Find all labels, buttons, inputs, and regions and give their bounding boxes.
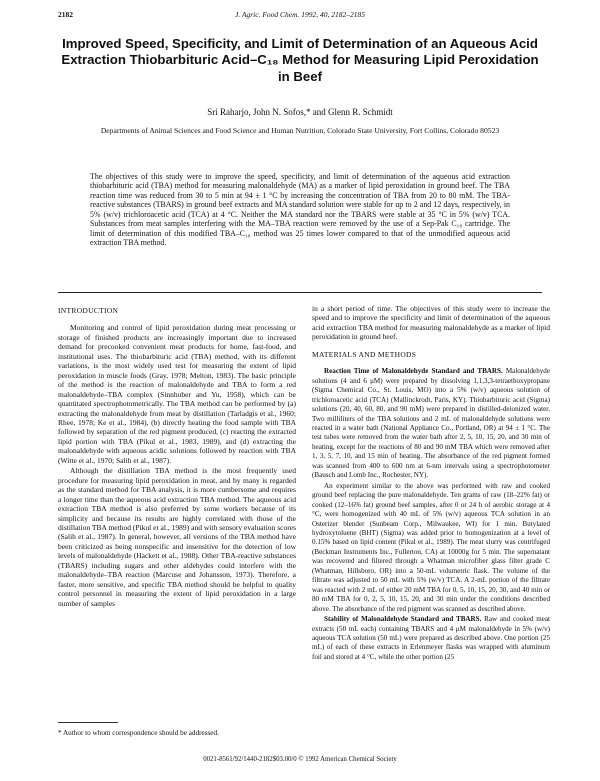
author-list: Sri Raharjo, John N. Sofos,* and Glenn R. Schmidt [207,107,393,117]
methods-paragraph-3 [312,615,550,662]
left-column [58,304,296,608]
methods-text-3: Raw and cooked meat extracts (50 mL each) containing TBARS and 4 μM malonaldehyde in 5% (w/v) aqueous TCA solution (50 mL) were prepared as described above. One portion (25 mL) of each of these extracts in Erlenmeyer flasks was wrapped with aluminum foil and stored at 4 °C, while the other portion (25 [312,615,550,661]
abstract: The objectives of this study were to improve the speed, specificity, and limit of determination of the aqueous acid extraction thiobarbituric acid (TBA) method for measuring malonaldehyde (MA) as a marker of lipid peroxidation in ground beef. The TBA reaction time was reduced from 30 to 5 min at 94 ± 1 °C by increasing the concentration of TBA from 20 to 80 mM. The TBA-reactive substances (TBARS) in ground beef extracts and MA standard solution were stable for up to 2 and 12 days, respectively, in 5% (w/v) trichloroacetic acid (TCA) at 4 °C. Neither the MA standard nor the TBARS were stable at 35 °C in 5% (w/v) TCA. Substances from meat samples interfering with the MA–TBA reaction were removed by the use of a Sep-Pak C₁₈ cartridge. The limit of determination of this modified TBA–C₁₈ method was 25 times lower compared to that of the unmodified aqueous acid extraction TBA method. [90,172,510,248]
affiliation: Departments of Animal Sciences and Food Science and Human Nutrition, Colorado State University, Fort Collins, Colorado 80523 [100,126,500,135]
footnote: * Author to whom correspondence should be addressed. [58,729,219,737]
methods-subheading-1: Reaction Time of Malonaldehyde Standard and TBARS. [324,367,503,376]
methods-paragraph-1 [312,367,550,480]
right-column [312,304,550,662]
methods-paragraph-2: An experiment similar to the above was performed with raw and cooked ground beef replacing the pure malonaldehyde. Ten grams of raw (18–22% fat) or cooked (12–16% fat) ground beef samples, after 0 or 24 h of aerobic storage at 4 °C, were homogenized with 40 mL of 5% (w/v) aqueous TCA solution in an Osterizer blender (Sunbeam Corp., Milwaukee, WI) for 1 min. Butylated hydroxytoluene (BHT) (Sigma) was added prior to homogenization at a level of 0.15% based on lipid content (Pikul et al., 1989). The meat slurry was centrifuged (Beckman Instruments Inc., Fullerton, CA) at 10000g for 5 min. The supernatant was recovered and filtered through a Whatman microfiber glass filter grade C (Whatman, Hillsboro, OR) into a 50-mL volumetric flask. The volume of the filtrate was adjusted to 50 mL with 5% (w/v) TCA. A 2-mL portion of the filtrate was reacted with 2 mL of either 20 mM TBA for 0, 5, 10, 15, 20, 30, and 40 min or 80 mM TBA for 0, 2, 5, 10, 15, 20, and 30 min under the conditions described above. The absorbance of the red pigment was scanned as described above. [312,481,550,613]
introduction-heading: INTRODUCTION [58,306,119,315]
page-number: 2182 [58,10,73,19]
running-header [58,10,542,22]
journal-citation: J. Agric. Food Chem. 1992, 40, 2182–2185 [234,10,366,19]
article-title: Improved Speed, Specificity, and Limit of Determination of an Aqueous Acid Extraction Thiobarbituric Acid–C₁₈ Method for Measuring Lipid Peroxidation in Beef [61,36,539,84]
intro-continuation: in a short period of time. The objectives of this study were to increase the speed and to improve the specificity and limit of determination of the aqueous acid extraction TBA method for measuring malonaldehyde as a marker of lipid peroxidation in ground beef. [312,304,550,342]
methods-heading: MATERIALS AND METHODS [312,349,417,359]
page-footer: 0021-8561/92/1440-2182$03.00/0 © 1992 American Chemical Society [203,756,397,763]
intro-paragraph-2: Although the distillation TBA method is the most frequently used procedure for measuring lipid peroxidation in meat, and by many is regarded as the standard method for TBA analysis, it is more cumbersome and requires a longer time than the aqueous acid extraction TBA method. The aqueous acid extraction TBA method is also preferred by some workers because of its simplicity and because its results are highly correlated with those of the distillation TBA method (Pikul et al., 1989) and with sensory evaluation scores (Salih et al., 1987). In general, however, all versions of the TBA method have been criticized as being nonspecific and insensitive for the detection of low levels of malonaldehyde (Hackett et al., 1988). Other TBA-reactive substances (TBARS) including sugars and other aldehydes could interfere with the malonaldehyde–TBA reaction (Marcuse and Johansson, 1973). Therefore, a faster, more sensitive, and specific TBA method should be helpful to quality control personnel in measuring the extent of lipid peroxidation in a large number of samples [58,466,296,608]
section-divider [58,292,542,293]
footnote-rule [58,722,118,723]
methods-text-1: Malonaldehyde solutions (4 and 6 μM) were prepared by dissolving 1,1,3,3-tetraethoxypropane (Sigma Chemical Co., St. Louis, MO) into a 5% (w/v) aqueous solution of trichloroacetic acid (TCA) (Mallinckrodt, Paris, KY). Thiobarbituric acid (Sigma) solutions (20, 40, 60, 80, and 90 mM) were prepared in distilled-deionized water. Two milliliters of the TBA solutions and 2 mL of malonaldehyde solutions were reacted in a water bath (National Appliance Co., Portland, OR) at 94 ± 1 °C. The test tubes were removed from the water bath after 2, 5, 10, 15, 20, and 30 min of heating, except for the reactions of 80 and 90 mM TBA which were removed after 1, 3, 5, 7, 10, and 15 min of heating. The absorbance of the red pigment formed was scanned from 400 to 600 nm at 6-nm intervals using a spectrophotometer (Bausch and Lomb Inc., Rochester, NY). [312,367,550,480]
methods-subheading-2: Stability of Malonaldehyde Standard and TBARS. [324,615,482,624]
intro-paragraph-1: Monitoring and control of lipid peroxidation during meat processing or storage of finished products are increasingly important due to increased demand for precooked convenient meat products for home, fast-food, and institutional uses. The thiobarbituric acid (TBA) method, with its different variations, is the most widely used test for measuring the extent of lipid peroxidation in muscle foods (Gray, 1978; Melton, 1983). The basic principle of the method is the reaction of malonaldehyde and TBA to form a red malonaldehyde–TBA complex (Sinnhuber and Yu, 1958), which can be quantitated spectrophotometrically. The TBA method can be performed by (a) extracting the malonaldehyde from meat by distillation (Tarladgis et al., 1960; Rhee, 1978; Ke et al., 1984), (b) directly heating the food sample with TBA followed by separation of the red pigment produced, (c) reacting the extracted lipid portion with TBA (Pikul et al., 1983, 1989), and (d) extracting the malonaldehyde with aqueous acidic solutions followed by reaction with TBA (Witte et al., 1970; Salih et al., 1987). [58,323,296,465]
